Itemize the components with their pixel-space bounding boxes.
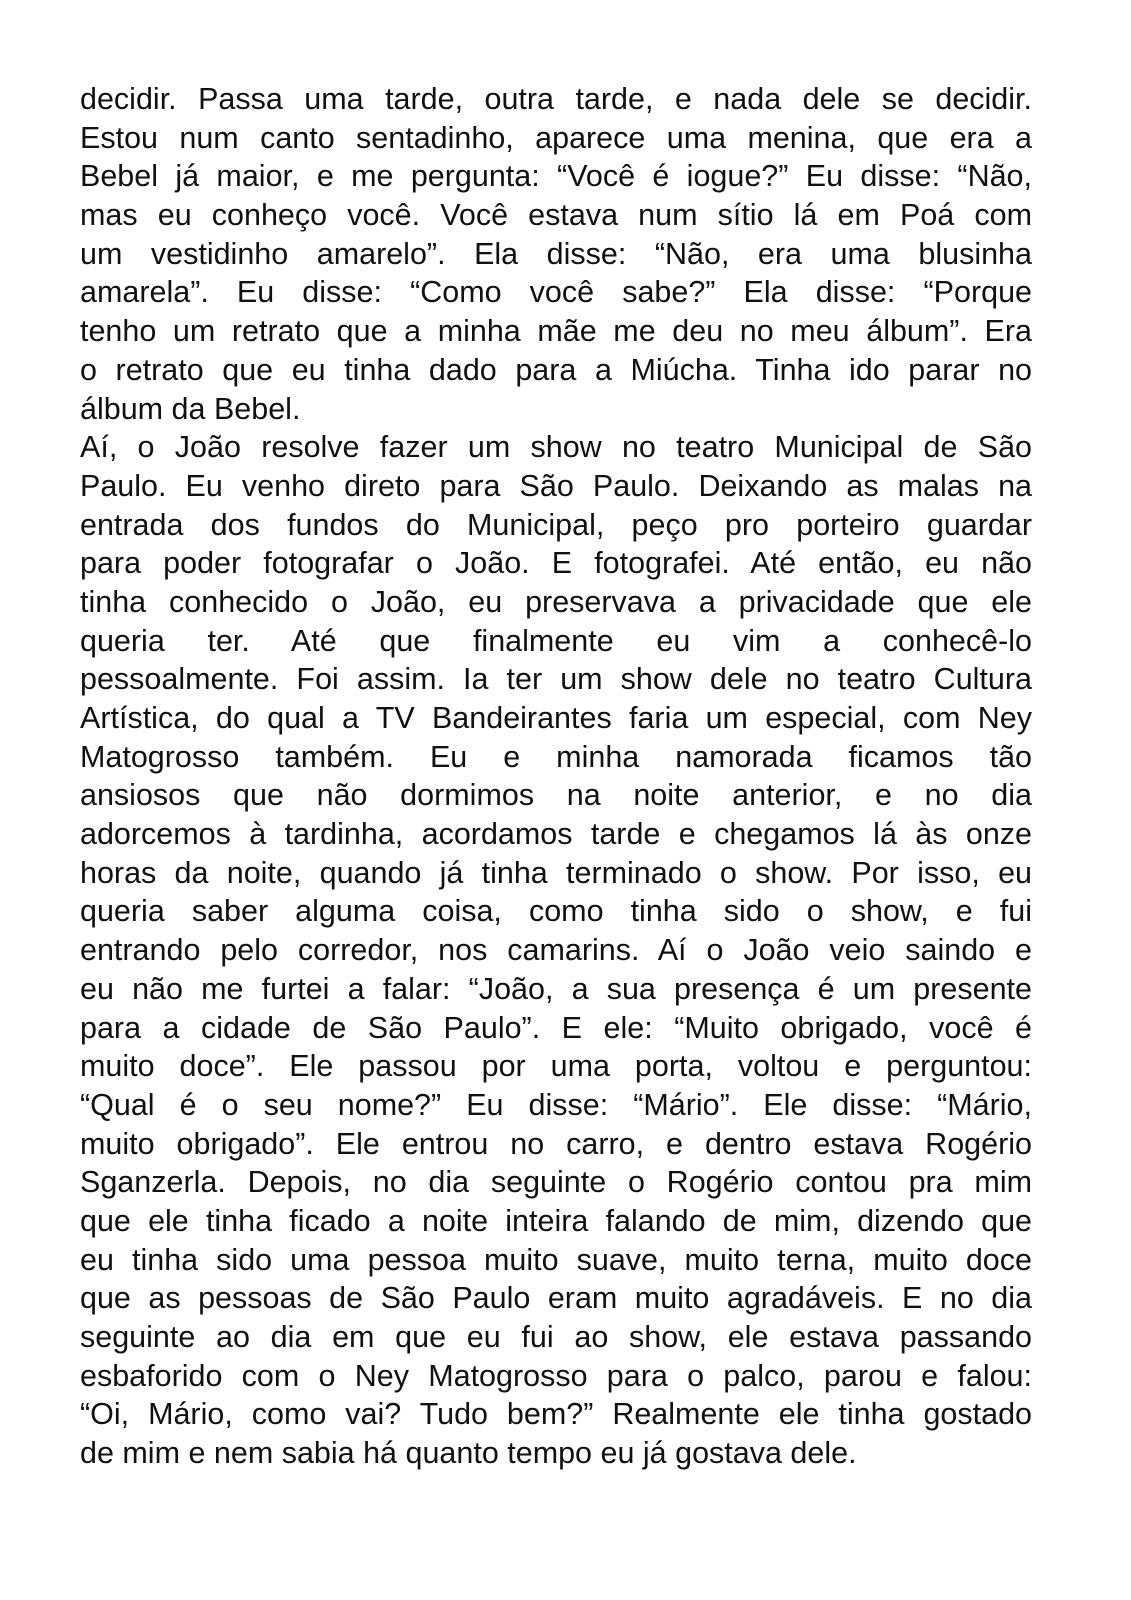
text-line: muito obrigado”. Ele entrou no carro, e dentro estava Rogério [80, 1126, 1032, 1161]
text-line: adorcemos à tardinha, acordamos tarde e chegamos lá às onze [80, 817, 1032, 852]
text-line: entrando pelo corredor, nos camarins. Aí o João veio saindo e [80, 933, 1032, 968]
text-line: muito doce”. Ele passou por uma porta, voltou e perguntou: [80, 1049, 1032, 1084]
text-line: Estou num canto sentadinho, aparece uma menina, que era a [80, 120, 1032, 155]
text-line: álbum da Bebel. [80, 391, 301, 426]
text-line: tinha conhecido o João, eu preservava a privacidade que ele [80, 584, 1032, 619]
text-line: tenho um retrato que a minha mãe me deu no meu álbum”. Era [80, 314, 1032, 349]
text-line: horas da noite, quando já tinha terminado o show. Por isso, eu [80, 855, 1032, 890]
text-line: de mim e nem sabia há quanto tempo eu já gostava dele. [80, 1436, 857, 1471]
text-line: Sganzerla. Depois, no dia seguinte o Rogério contou pra mim [80, 1165, 1032, 1200]
text-line: para a cidade de São Paulo”. E ele: “Muito obrigado, você é [80, 1010, 1032, 1045]
text-line: ansiosos que não dormimos na noite anterior, e no dia [80, 778, 1032, 813]
text-line: seguinte ao dia em que eu fui ao show, ele estava passando [80, 1320, 1032, 1354]
paragraph [80, 80, 1032, 428]
text-line: queria saber alguma coisa, como tinha sido o show, e fui [80, 894, 1032, 929]
text-line: eu não me furtei a falar: “João, a sua presença é um presente [80, 971, 1032, 1006]
text-line: o retrato que eu tinha dado para a Miúcha. Tinha ido parar no [80, 352, 1032, 387]
text-line: mas eu conheço você. Você estava num sítio lá em Poá com [80, 198, 1032, 233]
text-line: “Oi, Mário, como vai? Tudo bem?” Realmente ele tinha gostado [80, 1397, 1032, 1432]
text-line: Aí, o João resolve fazer um show no teatro Municipal de São [80, 430, 1032, 465]
paragraph [80, 428, 1032, 1473]
text-line: pessoalmente. Foi assim. Ia ter um show dele no teatro Cultura [80, 662, 1032, 697]
body-text [80, 80, 1032, 1473]
text-line: Paulo. Eu venho direto para São Paulo. Deixando as malas na [80, 468, 1032, 503]
text-line: eu tinha sido uma pessoa muito suave, muito terna, muito doce [80, 1242, 1032, 1277]
text-line: amarela”. Eu disse: “Como você sabe?” Ela disse: “Porque [80, 275, 1032, 310]
text-line: entrada dos fundos do Municipal, peço pro porteiro guardar [80, 507, 1032, 542]
text-line: Matogrosso também. Eu e minha namorada ficamos tão [80, 739, 1032, 774]
text-line: Artística, do qual a TV Bandeirantes faria um especial, com Ney [80, 701, 1032, 735]
text-line: “Qual é o seu nome?” Eu disse: “Mário”. Ele disse: “Mário, [80, 1087, 1032, 1122]
text-line: esbaforido com o Ney Matogrosso para o palco, parou e falou: [80, 1358, 1032, 1393]
text-line: decidir. Passa uma tarde, outra tarde, e nada dele se decidir. [80, 82, 1032, 116]
text-line: queria ter. Até que finalmente eu vim a conhecê-lo [80, 623, 1032, 658]
text-line: um vestidinho amarelo”. Ela disse: “Não, era uma blusinha [80, 236, 1032, 271]
text-line: Bebel já maior, e me pergunta: “Você é iogue?” Eu disse: “Não, [80, 159, 1032, 194]
text-line: que ele tinha ficado a noite inteira falando de mim, dizendo que [80, 1203, 1032, 1238]
text-line: que as pessoas de São Paulo eram muito agradáveis. E no dia [80, 1281, 1032, 1316]
text-line: para poder fotografar o João. E fotografei. Até então, eu não [80, 546, 1032, 581]
